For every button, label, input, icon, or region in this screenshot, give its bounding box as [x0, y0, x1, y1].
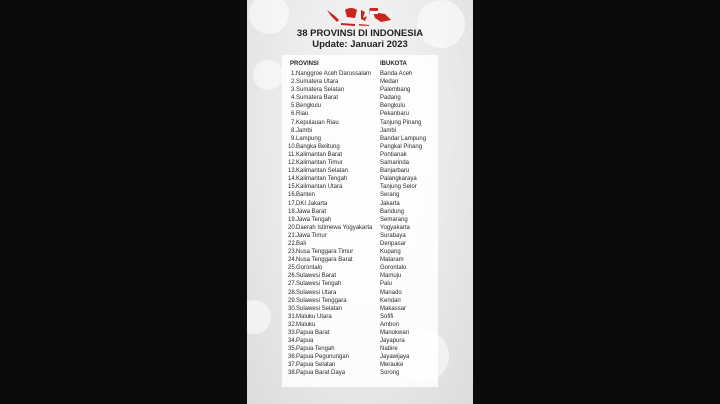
page-title: 38 PROVINSI DI INDONESIA — [296, 28, 424, 39]
bokeh-light — [247, 300, 271, 334]
capital-name: Yogyakarta — [380, 224, 410, 231]
table-row — [288, 159, 438, 167]
province-name: Gorontalo — [296, 265, 323, 272]
table-row — [288, 272, 438, 280]
province-name: Sulawesi Tengah — [296, 281, 342, 288]
table-row — [288, 313, 438, 321]
row-number: 3. — [290, 87, 296, 94]
capital-name: Jakarta — [380, 200, 400, 207]
province-name: Nusa Tenggara Timur — [296, 249, 354, 256]
bokeh-light — [253, 60, 283, 90]
capital-name: Kendari — [380, 297, 401, 304]
table-row — [288, 78, 438, 86]
province-name: Kalimantan Selatan — [296, 168, 349, 175]
row-number: 12. — [288, 160, 297, 167]
row-number: 6. — [290, 111, 296, 118]
row-number: 28. — [288, 289, 297, 296]
row-number: 22. — [288, 240, 297, 247]
province-name: Papua Selatan — [296, 362, 336, 369]
capital-name: Manado — [380, 289, 402, 296]
row-number: 23. — [288, 249, 297, 256]
province-name: Papua Pegunungan — [296, 354, 350, 361]
province-name: Kalimantan Tengah — [296, 176, 348, 183]
capital-name: Gorontalo — [380, 265, 407, 272]
capital-name: Padang — [380, 95, 401, 102]
province-name: Papua Tengah — [296, 346, 335, 353]
row-number: 7. — [290, 119, 296, 126]
capital-name: Tanjung Pinang — [380, 119, 422, 126]
row-number: 8. — [290, 127, 296, 134]
table-row — [288, 135, 438, 143]
capital-name: Sofifi — [380, 313, 394, 320]
row-number: 36. — [288, 354, 297, 361]
province-name: Papua — [296, 338, 314, 345]
table-row — [288, 183, 438, 191]
capital-name: Makassar — [380, 305, 407, 312]
capital-name: Surabaya — [380, 232, 406, 239]
table-row — [288, 305, 438, 313]
indonesia-map-flag-icon — [325, 4, 393, 28]
capital-name: Palembang — [380, 87, 411, 94]
province-name: Nanggroe Aceh Darussalam — [296, 71, 372, 77]
province-name: Sulawesi Utara — [296, 289, 337, 296]
province-name: Riau — [296, 111, 309, 118]
row-number: 9. — [290, 135, 296, 142]
province-name: Kalimantan Utara — [296, 184, 343, 191]
table-row — [288, 248, 438, 256]
table-row — [288, 224, 438, 232]
province-name: Jawa Timur — [296, 232, 327, 239]
table-row — [288, 297, 438, 305]
row-number: 30. — [288, 305, 297, 312]
table-row — [288, 289, 438, 297]
capital-name: Jayapura — [380, 338, 405, 345]
capital-name: Pangkal Pinang — [380, 143, 423, 150]
table-row — [288, 256, 438, 264]
province-name: Jawa Barat — [296, 208, 327, 215]
table-row — [288, 143, 438, 151]
row-number: 26. — [288, 273, 297, 280]
capital-name: Merauke — [380, 362, 404, 369]
province-name: Sumatera Utara — [296, 79, 339, 86]
row-number: 16. — [288, 192, 297, 199]
row-number: 4. — [290, 95, 296, 102]
row-number: 35. — [288, 346, 297, 353]
row-number: 1. — [290, 71, 296, 77]
row-number: 34. — [288, 338, 297, 345]
table-row — [288, 240, 438, 248]
province-name: Lampung — [296, 135, 322, 142]
row-number: 25. — [288, 265, 297, 272]
province-name: Papua Barat Daya — [296, 370, 346, 377]
row-number: 27. — [288, 281, 297, 288]
capital-name: Denpasar — [380, 240, 407, 247]
table-row — [288, 321, 438, 329]
province-name: Banten — [296, 192, 316, 199]
row-number: 38. — [288, 370, 297, 377]
province-name: Kalimantan Barat — [296, 151, 343, 158]
capital-name: Kupang — [380, 249, 401, 256]
capital-name: Banda Aceh — [380, 71, 413, 77]
capital-name: Palu — [380, 281, 393, 288]
row-number: 13. — [288, 168, 297, 175]
capital-name: Manokwari — [380, 330, 410, 336]
row-number: 19. — [288, 216, 297, 223]
capital-name: Ambon — [380, 321, 400, 328]
row-number: 33. — [288, 330, 297, 336]
capital-name: Mamuju — [380, 273, 402, 280]
capital-name: Banjarbaru — [380, 168, 410, 175]
capital-name: Pontianak — [380, 151, 407, 158]
table-row — [288, 345, 438, 353]
table-row — [288, 151, 438, 159]
province-name: Daerah Istimewa Yogyakarta — [296, 224, 373, 231]
province-name: Papua Barat — [296, 330, 330, 336]
row-number: 20. — [288, 224, 297, 231]
table-row — [288, 264, 438, 272]
capital-name: Pekanbaru — [380, 111, 410, 118]
capital-name: Tanjung Selor — [380, 184, 417, 191]
capital-name: Jambi — [380, 127, 397, 134]
row-number: 32. — [288, 321, 297, 328]
province-name: Sulawesi Tenggara — [296, 297, 347, 304]
province-name: Sulawesi Barat — [296, 273, 337, 280]
table-row — [288, 369, 438, 377]
table-row — [288, 361, 438, 369]
capital-name: Bandar Lampung — [380, 135, 427, 142]
table-row — [288, 280, 438, 288]
table-row — [288, 119, 438, 127]
table-row — [288, 232, 438, 240]
table-row — [288, 175, 438, 183]
capital-name: Samarinda — [380, 160, 410, 167]
province-name: Bengkulu — [296, 103, 322, 110]
table-row — [288, 167, 438, 175]
table-row — [288, 353, 438, 361]
title-block — [247, 28, 473, 50]
table-row — [288, 216, 438, 224]
capital-name: Bandung — [380, 208, 405, 215]
table-row — [288, 102, 438, 110]
row-number: 11. — [288, 151, 296, 158]
province-name: Bali — [296, 240, 307, 247]
row-number: 21. — [288, 232, 297, 239]
province-name: Kalimantan Timur — [296, 160, 343, 167]
table-row — [288, 86, 438, 94]
capital-name: Palangkaraya — [380, 176, 417, 183]
capital-name: Bengkulu — [380, 103, 406, 110]
row-number: 31. — [288, 313, 297, 320]
capital-name: Medan — [380, 79, 399, 86]
row-number: 17. — [288, 200, 297, 207]
province-name: Jawa Tengah — [296, 216, 332, 223]
province-name: Bangka Belitung — [296, 143, 340, 150]
table-row — [288, 94, 438, 102]
province-list — [288, 70, 438, 378]
capital-name: Serang — [380, 192, 400, 199]
province-name: Sumatera Barat — [296, 95, 339, 102]
province-name: Maluku Utara — [296, 313, 332, 320]
capital-name: Semarang — [380, 216, 408, 223]
row-number: 5. — [290, 103, 296, 110]
row-number: 15. — [288, 184, 297, 191]
table-row — [288, 127, 438, 135]
row-number: 14. — [288, 176, 297, 183]
row-number: 10. — [288, 143, 297, 150]
row-number: 18. — [288, 208, 297, 215]
row-number: 29. — [288, 297, 297, 304]
row-number: 37. — [288, 362, 297, 369]
province-name: Kepulauan Riau — [296, 119, 339, 126]
capital-name: Sorong — [380, 370, 400, 377]
capital-name: Nabire — [380, 346, 398, 353]
column-header-capital: IBUKOTA — [380, 61, 407, 67]
row-number: 2. — [290, 79, 296, 86]
row-number: 24. — [288, 257, 297, 264]
province-name: Jambi — [296, 127, 313, 134]
table-row — [288, 200, 438, 208]
capital-name: Jayawijaya — [380, 354, 410, 361]
province-name: Nusa Tenggara Barat — [296, 257, 353, 264]
province-name: DKI Jakarta — [296, 200, 328, 207]
table-row — [288, 70, 438, 78]
column-header-province: PROVINSI — [290, 61, 319, 67]
table-row — [288, 337, 438, 345]
table-row — [288, 329, 438, 337]
table-row — [288, 208, 438, 216]
province-name: Sulawesi Selatan — [296, 305, 343, 312]
capital-name: Mataram — [380, 257, 404, 264]
page-subtitle: Update: Januari 2023 — [312, 39, 408, 50]
table-row — [288, 191, 438, 199]
table-row — [288, 110, 438, 118]
province-name: Maluku — [296, 321, 316, 328]
province-name: Sumatera Selatan — [296, 87, 345, 94]
